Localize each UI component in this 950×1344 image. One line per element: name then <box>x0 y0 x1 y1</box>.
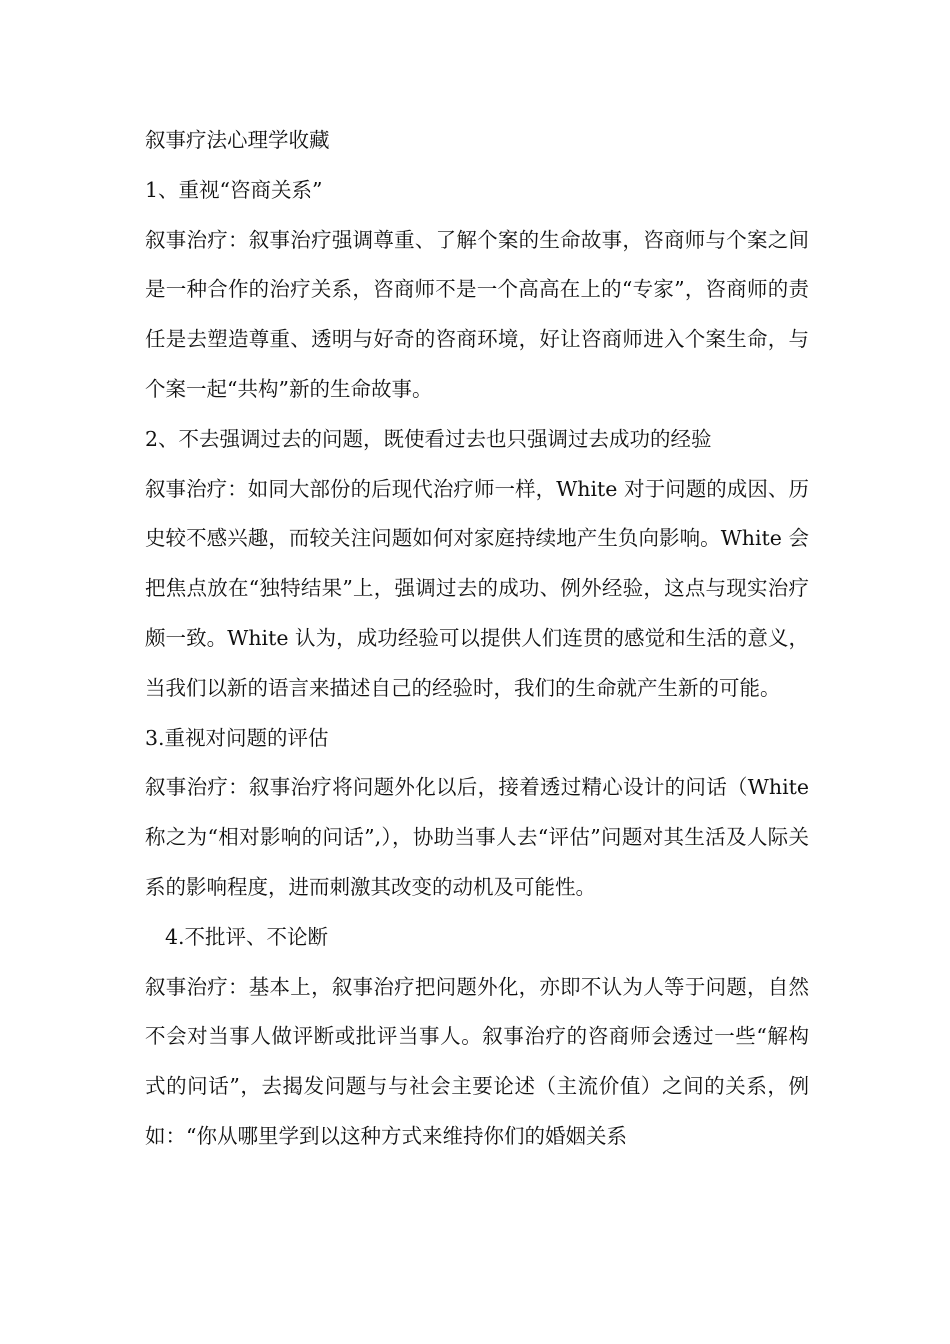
section-heading-3: 3.重视对问题的评估 <box>145 725 329 750</box>
section-heading-4: 4.不批评、不论断 <box>165 924 329 949</box>
section-body-4: 叙事治疗：基本上，叙事治疗把问题外化，亦即不认为人等于问题，自然不会对当事人做评断或批评当事人。叙事治疗的咨商师会透过一些“解构式的问话”，去揭发问题与与社会主要论述（主流价值）之间的关系，例如：“你从哪里学到以这种方式来维持你们的婚姻关系 <box>145 974 809 1148</box>
section-body-2: 叙事治疗：如同大部份的后现代治疗师一样，White 对于问题的成因、历史较不感兴趣，而较关注问题如何对家庭持续地产生负向影响。White 会把焦点放在“独特结果”上，强调过去的成功、例外经验，这点与现实治疗颇一致。White 认为，成功经验可以提供人们连贯的感觉和生活的意义，当我们以新的语言来描述自己的经验时，我们的生命就产生新的可能。 <box>145 476 809 700</box>
document-body <box>145 116 809 1162</box>
section-body-3: 叙事治疗：叙事治疗将问题外化以后，接着透过精心设计的问话（White 称之为“相对影响的问话”,），协助当事人去“评估”问题对其生活及人际关系的影响程度，进而刺激其改变的动机及可能性。 <box>145 775 809 899</box>
section-body-1: 叙事治疗：叙事治疗强调尊重、了解个案的生命故事，咨商师与个案之间是一种合作的治疗关系，咨商师不是一个高高在上的“专家”，咨商师的责任是去塑造尊重、透明与好奇的咨商环境，好让咨商师进入个案生命，与个案一起“共构”新的生命故事。 <box>145 227 809 401</box>
document-title: 叙事疗法心理学收藏 <box>145 128 330 152</box>
section-heading-1: 1、重视“咨商关系” <box>145 177 323 202</box>
section-heading-2: 2、不去强调过去的问题，既使看过去也只强调过去成功的经验 <box>145 426 712 451</box>
